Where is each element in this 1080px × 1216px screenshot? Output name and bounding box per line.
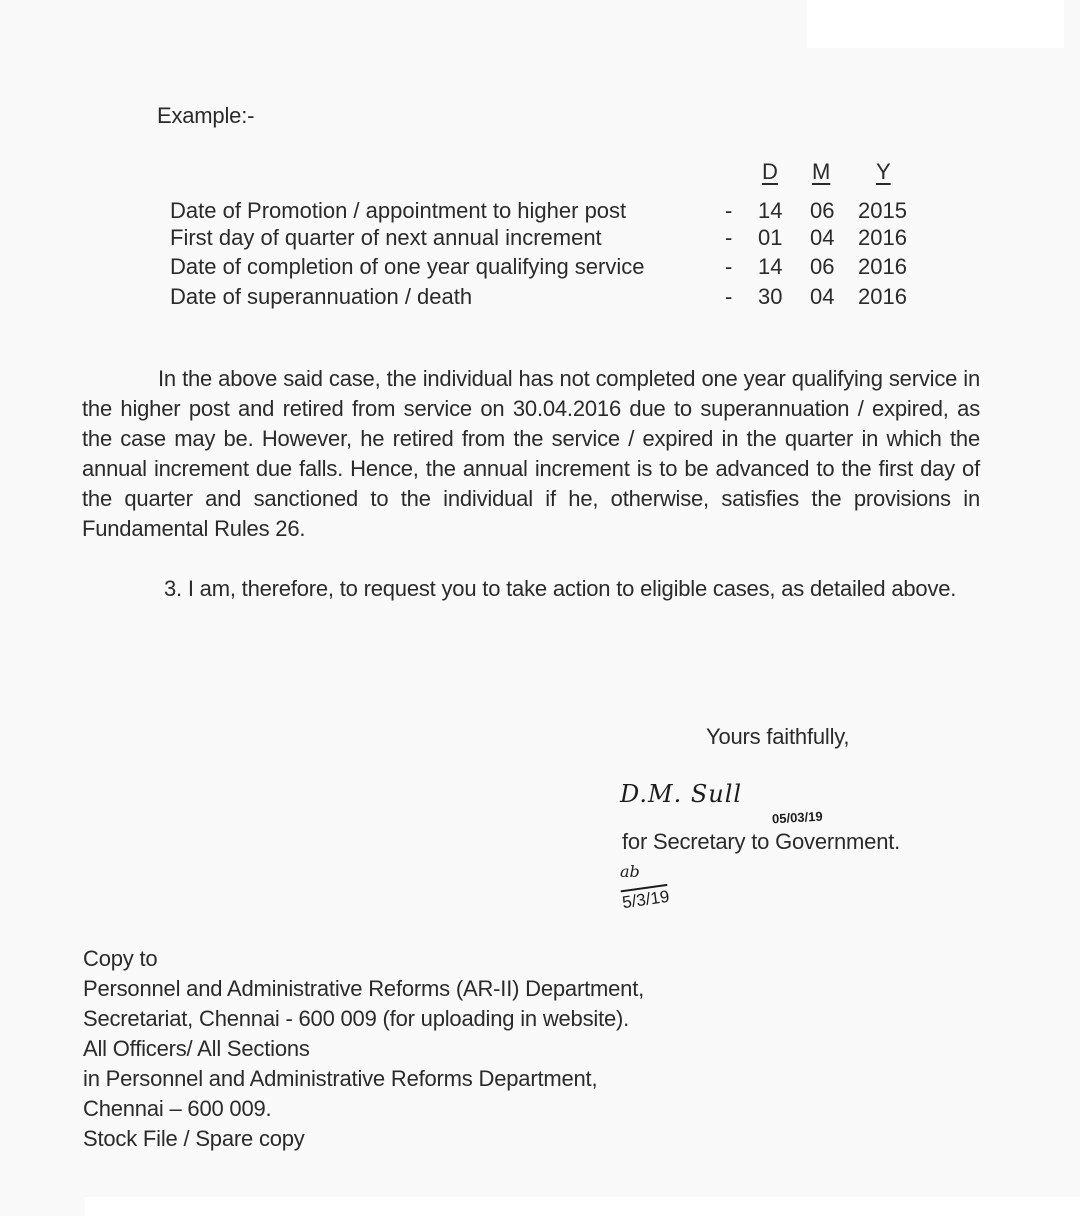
row-separator: - bbox=[725, 198, 733, 223]
closing-salutation: Yours faithfully, bbox=[706, 724, 850, 749]
handwritten-initial: ab bbox=[620, 862, 640, 881]
row-day: 01 bbox=[758, 225, 783, 250]
row-month: 06 bbox=[810, 254, 835, 279]
row-day: 14 bbox=[758, 198, 783, 223]
row-year: 2015 bbox=[858, 198, 907, 223]
example-heading: Example:- bbox=[157, 103, 255, 128]
column-header-day: D bbox=[762, 159, 778, 184]
example-row bbox=[170, 198, 930, 228]
request-paragraph: 3. I am, therefore, to request you to take action to eligible cases, as detailed above. bbox=[164, 576, 957, 601]
signature-date: 05/03/19 bbox=[771, 808, 823, 827]
copy-to-line: in Personnel and Administrative Reforms Department, bbox=[83, 1066, 598, 1091]
row-separator: - bbox=[725, 225, 733, 250]
column-header-year: Y bbox=[876, 159, 891, 184]
row-month: 04 bbox=[810, 284, 835, 309]
row-day: 14 bbox=[758, 254, 783, 279]
handwritten-signature: D.M. Sull bbox=[620, 780, 743, 808]
copy-to-line: Secretariat, Chennai - 600 009 (for uploading in website). bbox=[83, 1006, 630, 1031]
signatory-designation: for Secretary to Government. bbox=[622, 829, 901, 854]
row-label: First day of quarter of next annual increment bbox=[170, 225, 602, 250]
copy-to-line: Stock File / Spare copy bbox=[83, 1126, 305, 1151]
body-paragraph: In the above said case, the individual has not completed one year qualifying service in the higher post and retired from service on 30.04.2016 due to superannuation / expired, as the case may be. However, he retired from the service / expired in the quarter in which the annual increment due falls. Hence, the annual increment is to be advanced to the first day of the quarter and sanctioned to the individual if he, otherwise, satisfies the provisions in Fundamental Rules 26. bbox=[82, 366, 980, 541]
copy-to-section bbox=[83, 944, 644, 1154]
copy-to-line: Personnel and Administrative Reforms (AR-II) Department, bbox=[83, 976, 645, 1001]
example-row bbox=[170, 254, 930, 284]
initial-date: 5/3/19 bbox=[621, 884, 671, 913]
column-header-month: M bbox=[812, 159, 831, 184]
row-separator: - bbox=[725, 284, 733, 309]
copy-to-heading: Copy to bbox=[83, 946, 158, 971]
row-label: Date of completion of one year qualifying service bbox=[170, 254, 645, 279]
example-row bbox=[170, 284, 930, 314]
example-row bbox=[170, 225, 930, 255]
row-label: Date of Promotion / appointment to higher post bbox=[170, 198, 627, 223]
row-label: Date of superannuation / death bbox=[170, 284, 473, 309]
copy-to-line: Chennai – 600 009. bbox=[83, 1096, 272, 1121]
scan-white-patch-top bbox=[807, 0, 1064, 48]
row-year: 2016 bbox=[858, 225, 907, 250]
row-year: 2016 bbox=[858, 254, 907, 279]
row-year: 2016 bbox=[858, 284, 907, 309]
row-month: 06 bbox=[810, 198, 835, 223]
scan-white-patch-bottom bbox=[85, 1197, 1080, 1216]
copy-to-line: All Officers/ All Sections bbox=[83, 1036, 310, 1061]
row-day: 30 bbox=[758, 284, 783, 309]
row-separator: - bbox=[725, 254, 733, 279]
row-month: 04 bbox=[810, 225, 835, 250]
